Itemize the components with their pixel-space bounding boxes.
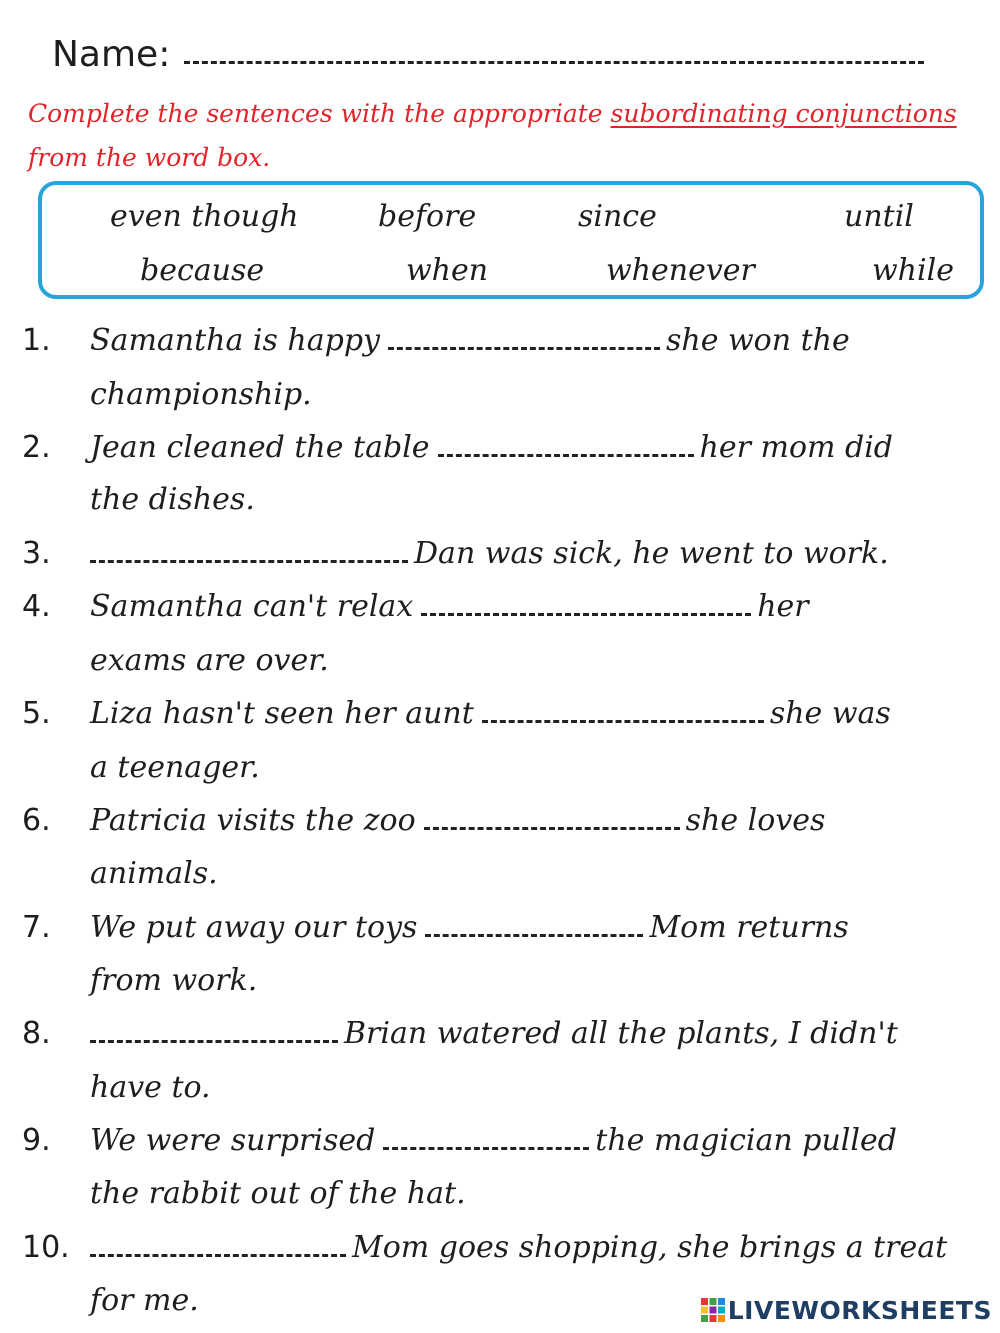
question-text: Jean cleaned the table <box>90 430 430 465</box>
question-line <box>90 803 825 838</box>
question-number: 6. <box>22 803 51 838</box>
question-number: 4. <box>22 589 51 624</box>
answer-blank[interactable] <box>90 1034 338 1043</box>
question-text: Samantha is happy <box>90 323 380 358</box>
question-line <box>90 589 809 624</box>
answer-blank[interactable] <box>425 928 643 937</box>
question-line-2: championship. <box>90 377 312 412</box>
question-line-2: animals. <box>90 856 218 891</box>
word-when: when <box>406 253 489 288</box>
instructions-tail: from the word box. <box>28 143 271 172</box>
question-text: her <box>757 589 809 624</box>
question-line-2: from work. <box>90 963 258 998</box>
question-text: Liza hasn't seen her aunt <box>90 696 474 731</box>
answer-blank[interactable] <box>90 554 408 563</box>
answer-blank[interactable] <box>424 821 680 830</box>
word-before: before <box>378 199 477 234</box>
question-text: her mom did <box>699 430 893 465</box>
word-until: until <box>844 199 914 234</box>
word-box <box>38 181 984 299</box>
instructions-lead: Complete the sentences with the appropriate <box>28 99 611 128</box>
question-line <box>90 1230 947 1265</box>
question-number: 10. <box>22 1230 70 1265</box>
question-text: Brian watered all the plants, I didn't <box>344 1016 898 1051</box>
answer-blank[interactable] <box>383 1141 589 1150</box>
answer-blank[interactable] <box>421 607 751 616</box>
question-line-2: for me. <box>90 1283 199 1318</box>
question-line <box>90 910 849 945</box>
name-blank[interactable] <box>184 61 924 64</box>
question-line <box>90 696 891 731</box>
question-line-2: the dishes. <box>90 482 255 517</box>
answer-blank[interactable] <box>90 1248 346 1257</box>
question-line-2: a teenager. <box>90 750 260 785</box>
answer-blank[interactable] <box>482 714 764 723</box>
question-text: Samantha can't relax <box>90 589 414 624</box>
question-text: she won the <box>665 323 850 358</box>
word-since: since <box>578 199 657 234</box>
instructions <box>28 92 993 180</box>
question-text: she was <box>769 696 891 731</box>
question-line-2: exams are over. <box>90 643 329 678</box>
question-number: 1. <box>22 323 51 358</box>
question-number: 2. <box>22 430 51 465</box>
question-line <box>90 536 889 571</box>
question-line-2: the rabbit out of the hat. <box>90 1176 466 1211</box>
word-while: while <box>872 253 954 288</box>
liveworksheets-logo <box>701 1296 992 1325</box>
word-whenever: whenever <box>606 253 755 288</box>
question-text: We put away our toys <box>90 910 418 945</box>
word-because: because <box>140 253 265 288</box>
question-text: Mom returns <box>649 910 849 945</box>
question-text: Mom goes shopping, she brings a treat <box>352 1230 948 1265</box>
word-even-though: even though <box>110 199 299 234</box>
question-text: the magician pulled <box>595 1123 897 1158</box>
logo-mark-icon <box>701 1298 725 1322</box>
question-line <box>90 430 893 465</box>
question-text: Patricia visits the zoo <box>90 803 416 838</box>
question-number: 9. <box>22 1123 51 1158</box>
instructions-highlight: subordinating conjunctions <box>610 99 957 128</box>
question-text: We were surprised <box>90 1123 376 1158</box>
name-row <box>52 34 924 75</box>
question-text: Dan was sick, he went to work. <box>414 536 889 571</box>
answer-blank[interactable] <box>438 448 694 457</box>
question-line-2: have to. <box>90 1070 211 1105</box>
question-line <box>90 323 850 358</box>
question-line <box>90 1123 897 1158</box>
question-number: 5. <box>22 696 51 731</box>
logo-text: LIVEWORKSHEETS <box>727 1296 992 1325</box>
answer-blank[interactable] <box>388 341 660 350</box>
question-number: 7. <box>22 910 51 945</box>
question-line <box>90 1016 898 1051</box>
question-number: 3. <box>22 536 51 571</box>
name-label: Name: <box>52 34 171 75</box>
question-number: 8. <box>22 1016 51 1051</box>
question-text: she loves <box>685 803 826 838</box>
